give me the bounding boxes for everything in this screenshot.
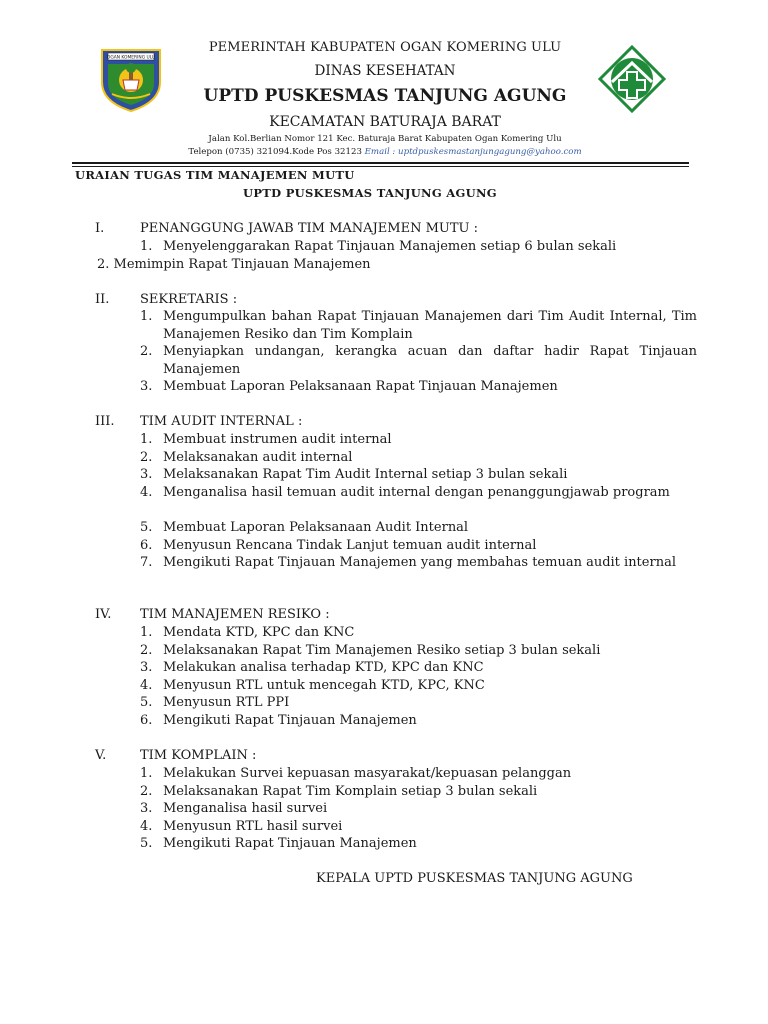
letterhead-email: Email : uptdpuskesmastanjungagung@yahoo.com: [364, 147, 582, 157]
list-item-number: 1.: [140, 432, 153, 447]
list-item-number: 2.: [140, 643, 153, 658]
list-item-text: Melaksanakan Rapat Tim Komplain setiap 3 bulan sekali: [163, 784, 538, 799]
list-item-text: Membuat instrumen audit internal: [163, 432, 392, 447]
signature-title: KEPALA UPTD PUSKESMAS TANJUNG AGUNG: [316, 871, 633, 886]
section-number: II.: [95, 292, 110, 307]
list-item-text: Mengikuti Rapat Tinjauan Manajemen: [163, 713, 417, 728]
list-item: [140, 800, 697, 818]
list-item: [140, 343, 697, 378]
list-item-text: Membuat Laporan Pelaksanaan Rapat Tinjauan Manajemen: [163, 379, 558, 394]
list-item: [140, 694, 697, 712]
letterhead-phone: Telepon (0735) 321094.Kode Pos 32123: [188, 147, 362, 157]
list-item-number: 4.: [140, 485, 153, 500]
letterhead-divider: [72, 162, 689, 164]
section-number: III.: [95, 414, 115, 429]
list-item: [140, 537, 697, 555]
list-item-text: Menyiapkan undangan, kerangka acuan dan daftar hadir Rapat Tinjauan Manajemen: [163, 344, 697, 377]
list-item-text: Mengikuti Rapat Tinjauan Manajemen yang membahas temuan audit internal: [163, 555, 676, 570]
letterhead-department: DINAS KESEHATAN: [314, 63, 456, 79]
list-item-number: 2.: [140, 344, 153, 359]
document-title: URAIAN TUGAS TIM MANAJEMEN MUTU: [75, 168, 355, 182]
list-item-number: 3.: [140, 801, 153, 816]
section-number: IV.: [95, 607, 112, 622]
list-item-text: Melakukan analisa terhadap KTD, KPC dan KNC: [163, 660, 484, 675]
list-item-text: Melaksanakan Rapat Tim Manajemen Resiko setiap 3 bulan sekali: [163, 643, 601, 658]
list-item-number: 2.: [140, 784, 153, 799]
list-item: [140, 554, 685, 572]
list-item-text: Menyusun RTL untuk mencegah KTD, KPC, KNC: [163, 678, 485, 693]
list-item: [140, 466, 697, 484]
list-item: [140, 238, 697, 256]
section-title: TIM MANAJEMEN RESIKO :: [140, 607, 330, 622]
list-item-number: 5.: [140, 836, 153, 851]
list-item: [140, 431, 697, 449]
list-item: [140, 378, 697, 396]
letterhead-government: PEMERINTAH KABUPATEN OGAN KOMERING ULU: [208, 40, 562, 55]
letterhead-address: Jalan Kol.Berlian Nomor 121 Kec. Baturaja Barat Kabupaten Ogan Komering Ulu: [208, 134, 562, 144]
list-item-number: 5.: [140, 520, 153, 535]
list-item: [140, 624, 697, 642]
section-title: TIM AUDIT INTERNAL :: [140, 414, 303, 429]
list-item-number: 6.: [140, 713, 153, 728]
section-title: PENANGGUNG JAWAB TIM MANAJEMEN MUTU :: [140, 221, 478, 236]
list-item: [140, 519, 697, 537]
list-item-text: Menyusun RTL PPI: [163, 695, 290, 710]
list-item: [140, 677, 697, 695]
list-item-text: Melaksanakan audit internal: [163, 450, 353, 465]
list-item-number: 7.: [140, 555, 153, 570]
crest-banner-text: OGAN KOMERING ULU: [106, 55, 156, 61]
letterhead-divider-thin: [72, 166, 689, 167]
list-item: [140, 765, 697, 783]
list-item-text: Melakukan Survei kepuasan masyarakat/kepuasan pelanggan: [163, 766, 572, 781]
list-item: [140, 449, 697, 467]
list-item: [140, 659, 697, 677]
list-item-text: Memimpin Rapat Tinjauan Manajemen: [113, 257, 371, 272]
list-item-number: 1.: [140, 766, 153, 781]
list-item: [140, 835, 697, 853]
list-item-text: Mengumpulkan bahan Rapat Tinjauan Manajemen dari Tim Audit Internal, Tim Manajemen Resiko dan Tim Komplain: [163, 309, 697, 342]
list-item-number: 2.: [140, 450, 153, 465]
list-item-text: Menyelenggarakan Rapat Tinjauan Manajemen setiap 6 bulan sekali: [163, 239, 617, 254]
section-number: I.: [95, 221, 105, 236]
section-title: SEKRETARIS :: [140, 292, 238, 307]
list-item-number: 5.: [140, 695, 153, 710]
list-item-text: Menganalisa hasil temuan audit internal dengan penanggungjawab program: [163, 485, 670, 500]
list-item-number: 3.: [140, 660, 153, 675]
list-item-text: Menyusun RTL hasil survei: [163, 819, 343, 834]
list-item: [140, 308, 697, 343]
letterhead-district: KECAMATAN BATURAJA BARAT: [269, 114, 501, 130]
list-item: [140, 642, 697, 660]
list-item-text: Menganalisa hasil survei: [163, 801, 328, 816]
list-item-number: 3.: [140, 379, 153, 394]
list-item: [140, 484, 670, 502]
letterhead-institution: UPTD PUSKESMAS TANJUNG AGUNG: [203, 86, 567, 106]
list-item-number: 1.: [140, 309, 153, 324]
list-item-number: 6.: [140, 538, 153, 553]
document-subtitle: UPTD PUSKESMAS TANJUNG AGUNG: [243, 186, 497, 200]
list-item-number: 1.: [140, 625, 153, 640]
section-title: TIM KOMPLAIN :: [140, 748, 257, 763]
list-item: [140, 783, 697, 801]
section-number: V.: [95, 748, 107, 763]
list-item-text: Melaksanakan Rapat Tim Audit Internal setiap 3 bulan sekali: [163, 467, 568, 482]
list-item: [140, 818, 697, 836]
list-item-text: Menyusun Rencana Tindak Lanjut temuan audit internal: [163, 538, 537, 553]
letterhead-contact: [150, 147, 620, 157]
list-item-text: Mendata KTD, KPC dan KNC: [163, 625, 355, 640]
list-item-number: 2.: [97, 257, 110, 272]
list-item-number: 1.: [140, 239, 153, 254]
list-item-number: 3.: [140, 467, 153, 482]
list-item: [140, 712, 697, 730]
list-item: [97, 256, 371, 274]
list-item-text: Mengikuti Rapat Tinjauan Manajemen: [163, 836, 417, 851]
list-item-number: 4.: [140, 678, 153, 693]
list-item-number: 4.: [140, 819, 153, 834]
list-item-text: Membuat Laporan Pelaksanaan Audit Internal: [163, 520, 469, 535]
